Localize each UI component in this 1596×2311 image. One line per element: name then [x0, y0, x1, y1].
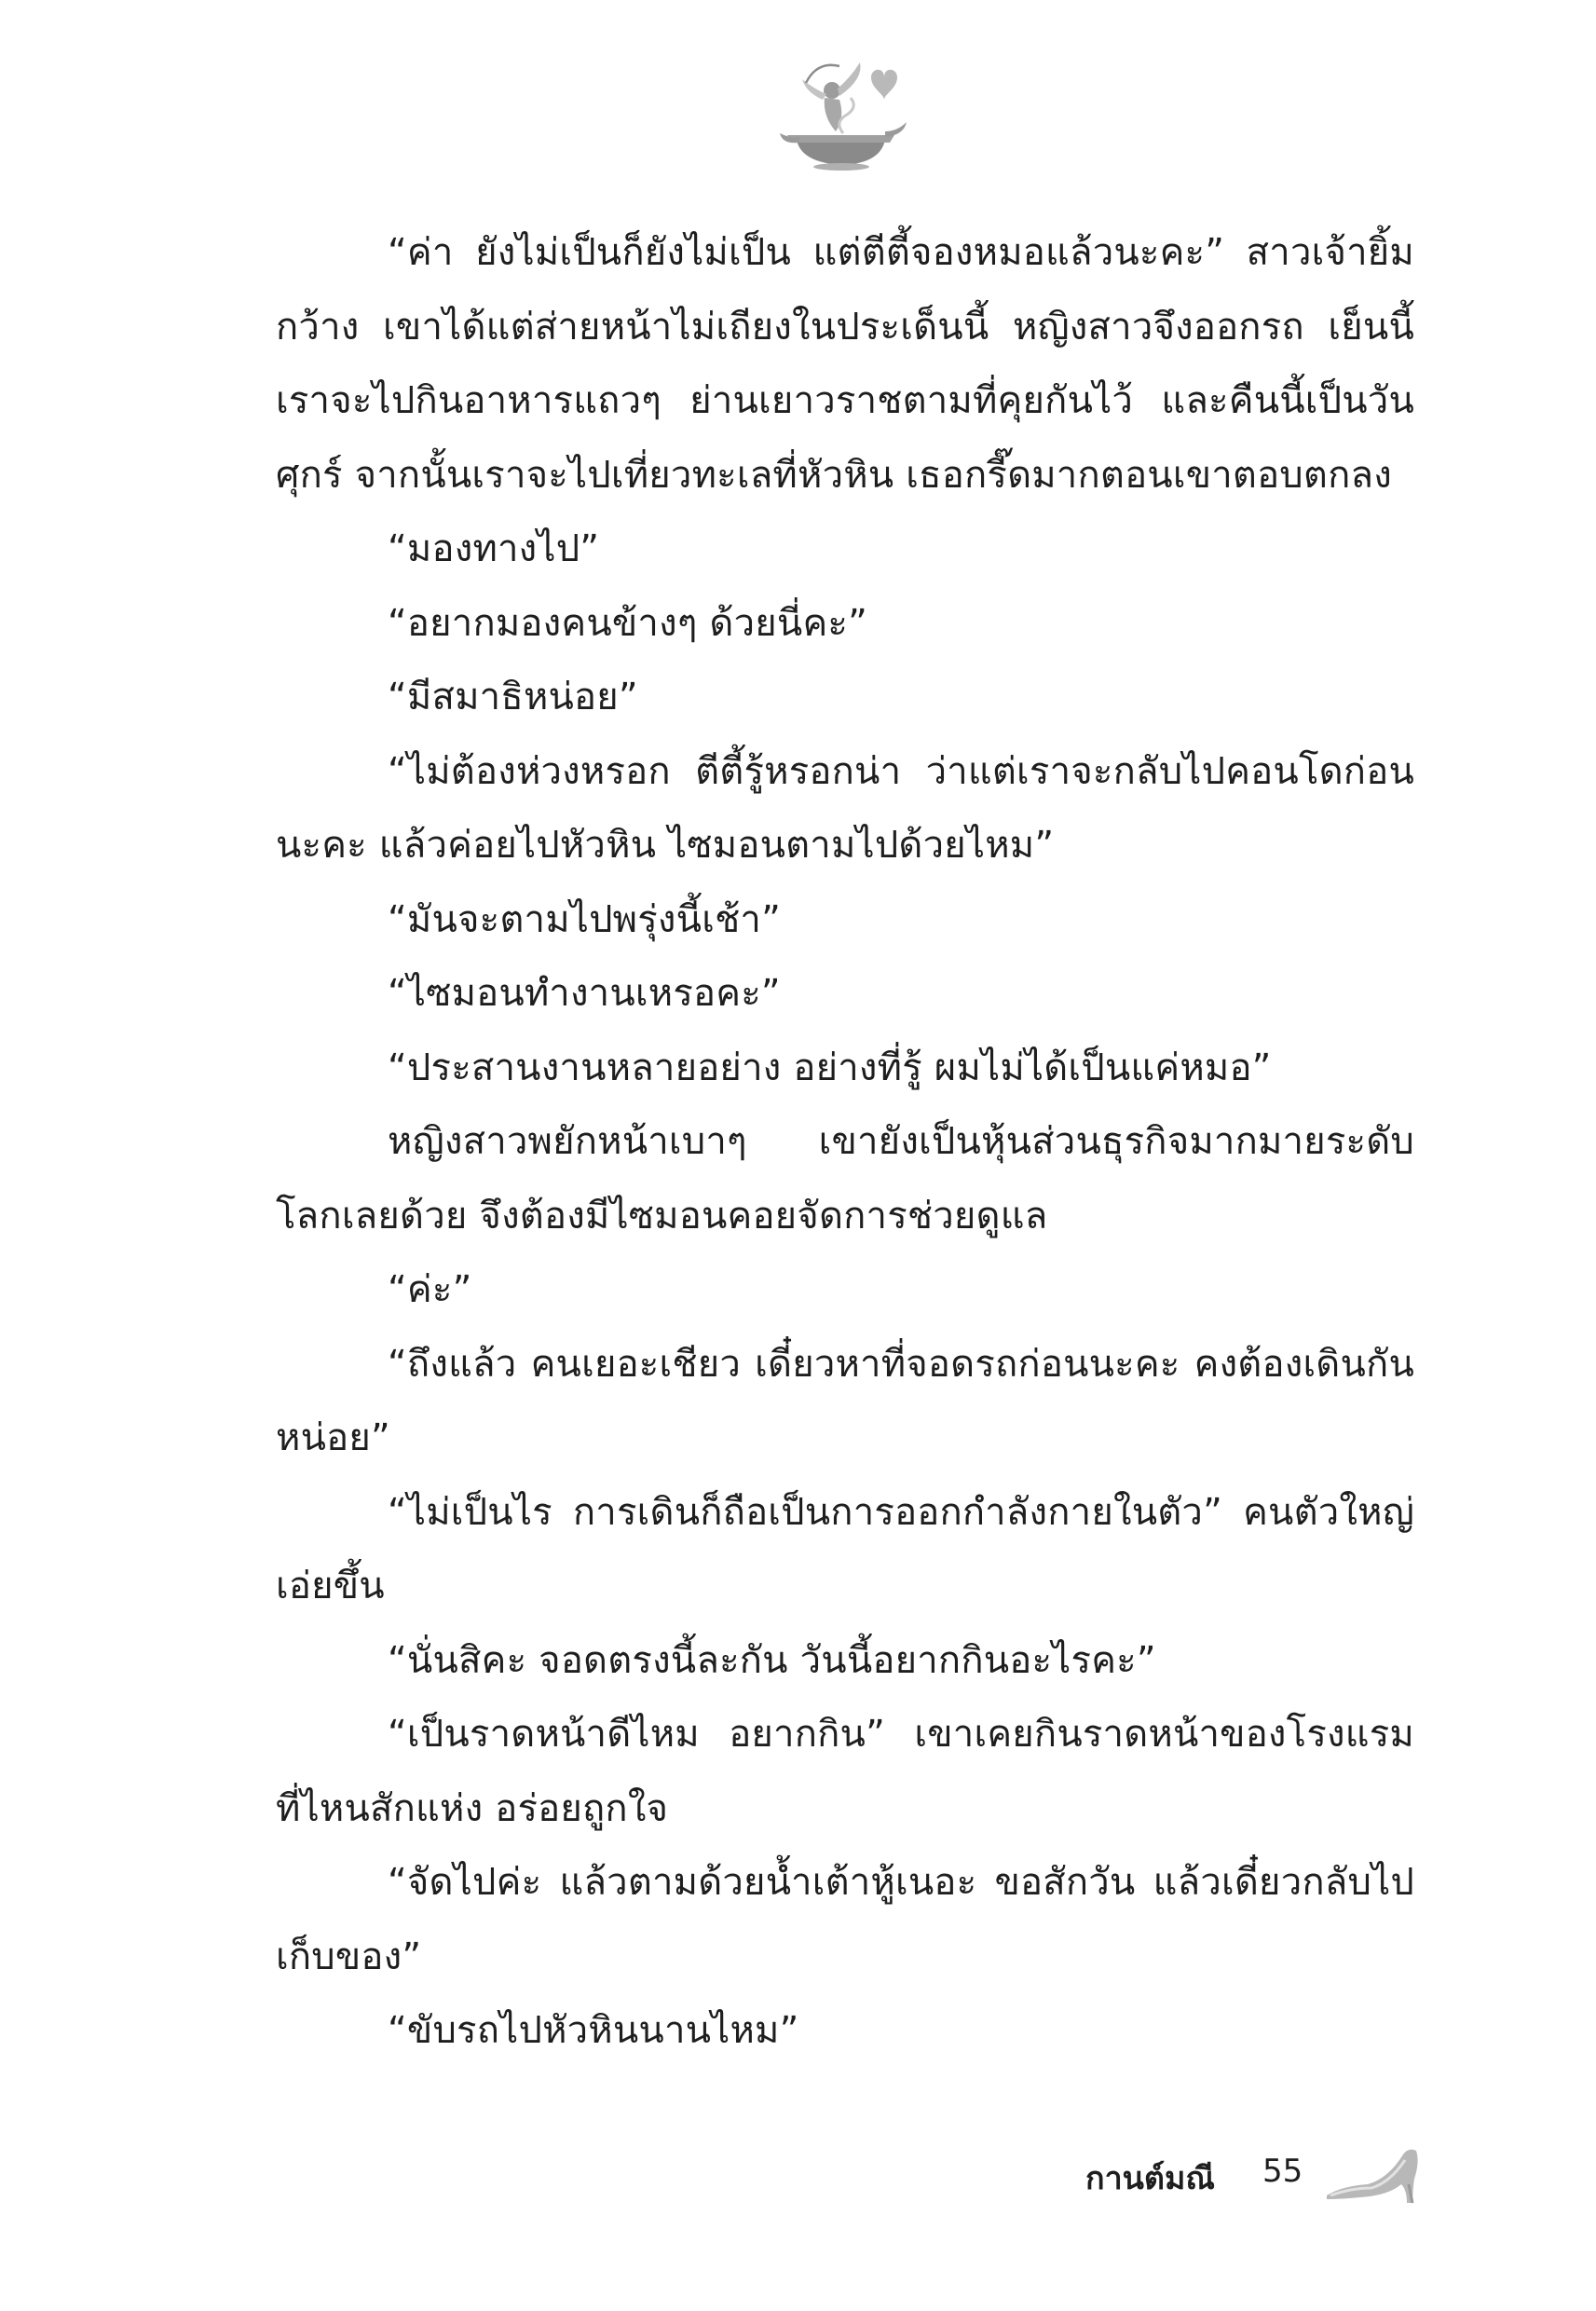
- paragraph: “ค่ะ”: [388, 1268, 472, 1311]
- paragraph: “นั่นสิคะ จอดตรงนี้ละกัน วันนี้อยากกินอะไรคะ”: [388, 1638, 1156, 1682]
- high-heel-shoe-icon: [1323, 2141, 1425, 2207]
- paragraph: “ค่า ยังไม่เป็นก็ยังไม่เป็น แต่ตีตี้จองหมอแล้วนะคะ” สาวเจ้ายิ้มกว้าง เขาได้แต่ส่ายหน้าไม่เถียงในประเด็นนี้ หญิงสาวจึงออกรถ เย็นนี้เราจะไปกินอาหารแถวๆ ย่านเยาวราชตามที่คุยกันไว้ และคืนนี้เป็นวันศุกร์ จากนั้นเราจะไปเที่ยวทะเลที่หัวหิน เธอกรี๊ดมากตอนเขาตอบตกลง: [276, 231, 1414, 497]
- paragraph: “เป็นราดหน้าดีไหม อยากกิน” เขาเคยกินราดหน้าของโรงแรมที่ไหนสักแห่ง อร่อยถูกใจ: [276, 1713, 1414, 1830]
- paragraph: “ขับรถไปหัวหินนานไหม”: [388, 2009, 799, 2052]
- book-title: กานต์มณี: [1085, 2160, 1215, 2197]
- paragraph: “มันจะตามไปพรุ่งนี้เช้า”: [388, 897, 781, 941]
- page-footer: [1071, 2141, 1444, 2216]
- page-number: 55: [1262, 2153, 1303, 2190]
- paragraph: “มองทางไป”: [388, 527, 600, 570]
- body-text: [276, 216, 1414, 2069]
- paragraph: “ประสานงานหลายอย่าง อย่างที่รู้ ผมไม่ได้เป็นแค่หมอ”: [388, 1046, 1272, 1089]
- paragraph: “ถึงแล้ว คนเยอะเชียว เดี๋ยวหาที่จอดรถก่อนนะคะ คงต้องเดินกันหน่อย”: [276, 1342, 1414, 1459]
- paragraph: “จัดไปค่ะ แล้วตามด้วยน้ำเต้าหู้เนอะ ขอสักวัน แล้วเดี๋ยวกลับไปเก็บของ”: [276, 1861, 1414, 1978]
- paragraph: “มีสมาธิหน่อย”: [388, 676, 638, 718]
- cupid-teapot-ornament-icon: [778, 51, 908, 172]
- paragraph: “ไม่ต้องห่วงหรอก ตีตี้รู้หรอกน่า ว่าแต่เราจะกลับไปคอนโดก่อนนะคะ แล้วค่อยไปหัวหิน ไซมอนตามไปด้วยไหม”: [276, 749, 1414, 867]
- paragraph: “ไม่เป็นไร การเดินก็ถือเป็นการออกกำลังกายในตัว” คนตัวใหญ่เอ่ยขึ้น: [276, 1490, 1414, 1607]
- paragraph: “ไซมอนทำงานเหรอคะ”: [388, 972, 781, 1015]
- paragraph: “อยากมองคนข้างๆ ด้วยนี่คะ”: [388, 601, 868, 645]
- paragraph: หญิงสาวพยักหน้าเบาๆ เขายังเป็นหุ้นส่วนธุรกิจมากมายระดับโลกเลยด้วย จึงต้องมีไซมอนคอยจัดการช่วยดูแล: [276, 1120, 1414, 1238]
